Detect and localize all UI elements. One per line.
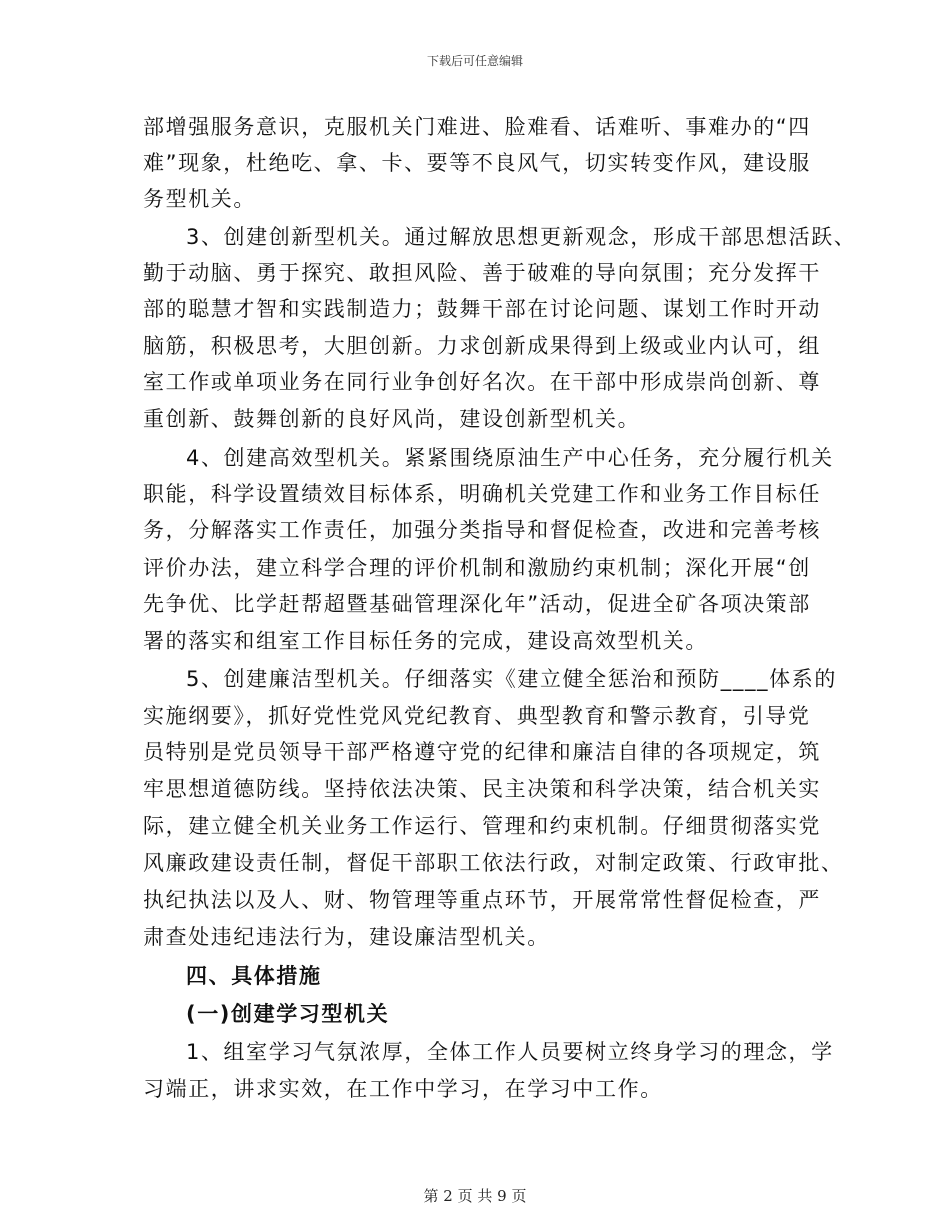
subsection-heading: (一)创建学习型机关 — [186, 1002, 390, 1026]
section-heading: 四、具体措施 — [186, 964, 322, 988]
text-line: 习端正，讲求实效，在工作中学习，在学习中工作。 — [143, 1077, 663, 1101]
text-line: 肃查处违纪违法行为，建设廉洁型机关。 — [143, 925, 550, 949]
text-line: 署的落实和组室工作目标任务的完成，建设高效型机关。 — [143, 629, 708, 653]
text-line: 牢思想道德防线。坚持依法决策、民主决策和科学决策，结合机关实 — [143, 777, 821, 801]
text-line: 执纪执法以及人、财、物管理等重点环节，开展常常性督促检查，严 — [143, 888, 821, 912]
text-line: 部的聪慧才智和实践制造力；鼓舞干部在讨论问题、谋划工作时开动 — [143, 297, 821, 321]
text-line: 务，分解落实工作责任，加强分类指导和督促检查，改进和完善考核 — [143, 518, 821, 542]
page-footer: 第 2 页 共 9 页 — [423, 1187, 527, 1205]
text-line: 际，建立健全机关业务工作运行、管理和约束机制。仔细贯彻落实党 — [143, 814, 821, 838]
paragraph-measure-1-line: 1、组室学习气氛浓厚，全体工作人员要树立终身学习的理念，学 — [186, 1040, 834, 1064]
text-line: 勤于动脑、勇于探究、敢担风险、善于破难的导向氛围；充分发挥干 — [143, 261, 821, 285]
text-line: 先争优、比学赶帮超暨基础管理深化年”活动，促进全矿各项决策部 — [143, 592, 811, 616]
text-line: 难”现象，杜绝吃、拿、卡、要等不良风气，切实转变作风，建设服 — [143, 151, 811, 175]
text-line: 重创新、鼓舞创新的良好风尚，建设创新型机关。 — [143, 407, 641, 431]
paragraph-3-line: 3、创建创新型机关。通过解放思想更新观念，形成干部思想活跃、 — [186, 225, 857, 249]
page-header: 下载后可任意编辑 — [426, 54, 523, 68]
text-line: 员特别是党员领导干部严格遵守党的纪律和廉洁自律的各项规定，筑 — [143, 740, 821, 764]
text-line: 职能，科学设置绩效目标体系，明确机关党建工作和业务工作目标任 — [143, 482, 821, 506]
text-line: 脑筋，积极思考，大胆创新。力求创新成果得到上级或业内认可，组 — [143, 334, 821, 358]
text-line: 部增强服务意识，克服机关门难进、脸难看、话难听、事难办的“四 — [143, 115, 811, 139]
text-line: 室工作或单项业务在同行业争创好名次。在干部中形成崇尚创新、尊 — [143, 370, 821, 394]
paragraph-4-line: 4、创建高效型机关。紧紧围绕原油生产中心任务，充分履行机关 — [186, 446, 834, 470]
text-line: 实施纲要》，抓好党性党风党纪教育、典型教育和警示教育，引导党 — [143, 704, 811, 728]
paragraph-5-line: 5、创建廉洁型机关。仔细落实《建立健全惩治和预防____体系的 — [186, 667, 837, 691]
text-line: 风廉政建设责任制，督促干部职工依法行政，对制定政策、行政审批、 — [143, 851, 844, 875]
text-line: 务型机关。 — [143, 187, 256, 211]
text-line: 评价办法，建立科学合理的评价机制和激励约束机制；深化开展“创 — [143, 556, 811, 580]
